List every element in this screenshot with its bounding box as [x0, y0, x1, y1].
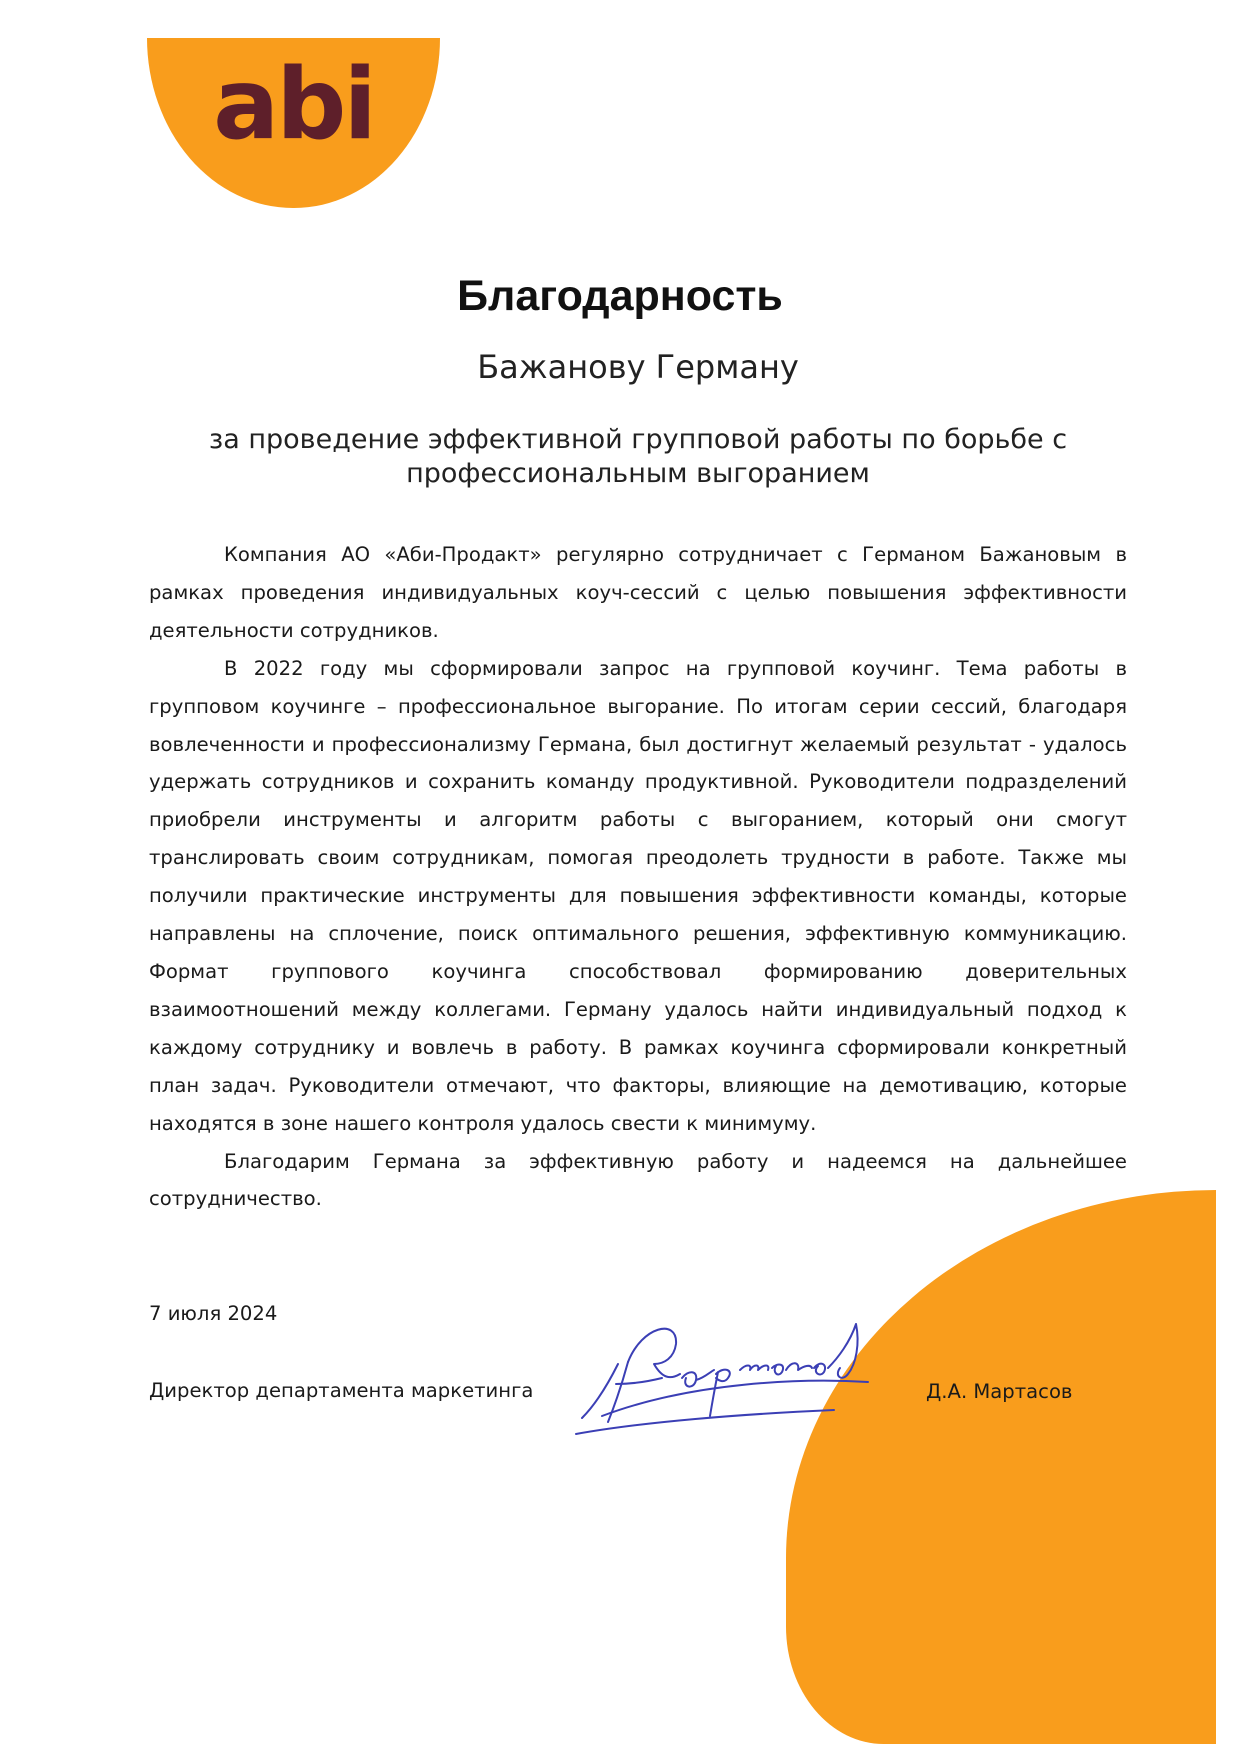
signatory-position: Директор департамента маркетинга [149, 1379, 534, 1402]
logo-text: abi [213, 48, 374, 162]
subtitle [150, 423, 1126, 491]
letter-date: 7 июля 2024 [149, 1302, 278, 1325]
signatory-name: Д.А. Мартасов [926, 1380, 1073, 1403]
body-paragraph-3: Благодарим Германа за эффективную работу и надеемся на дальнейшее сотрудничество. [149, 1149, 1127, 1211]
body-paragraph-2: В 2022 году мы сформировали запрос на групповой коучинг. Тема работы в групповом коучинге – профессиональное выгорание. По итогам серии сессий, благодаря вовлеченности и профессионализму Германа, был достигнут желаемый результат - удалось удержать сотрудников и сохранить команду продуктивной. Руководители подразделений приобрели инструменты и алгоритм работы с выгоранием, который они смогут транслировать своим сотрудникам, помогая преодолеть трудности в работе. Также мы получили практические инструменты для повышения эффективности команды, которые направлены на сплочение, поиск оптимального решения, эффективную коммуникацию. Формат группового коучинга способствовал формированию доверительных взаимоотношений между коллегами. Герману удалось найти индивидуальный подход к каждому сотруднику и вовлечь в работу. В рамках коучинга сформировали конкретный план задач. Руководители отмечают, что факторы, влияющие на демотивацию, которые находятся в зоне нашего контроля удалось свести к минимуму. [149, 656, 1127, 1135]
subtitle-line-2: профессиональным выгоранием [406, 458, 870, 489]
subtitle-line-1: за проведение эффективной групповой работы по борьбе с [208, 424, 1068, 455]
letter-body [149, 536, 1127, 1218]
handwritten-signature [572, 1318, 872, 1443]
document-title: Благодарность [457, 272, 783, 320]
decorative-orange-shape [786, 1190, 1216, 1744]
recipient-name: Бажанову Герману [477, 348, 799, 386]
body-paragraph-1: Компания АО «Аби-Продакт» регулярно сотрудничает с Германом Бажановым в рамках проведения индивидуальных коуч-сессий с целью повышения эффективности деятельности сотрудников. [149, 543, 1127, 642]
abi-logo [147, 38, 440, 208]
